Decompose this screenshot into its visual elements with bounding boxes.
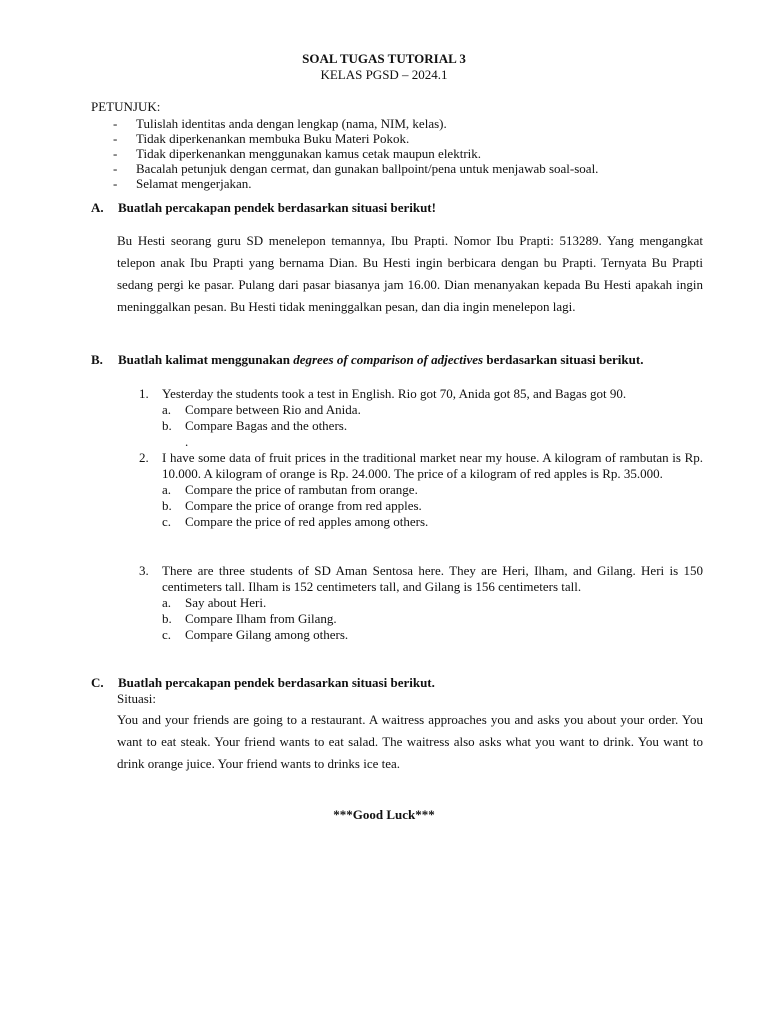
sub-text: Compare Bagas and the others.	[185, 418, 348, 433]
section-a-paragraph: Bu Hesti seorang guru SD menelepon temannya, Ibu Prapti. Nomor Ibu Prapti: 513289. Yang mengangkat telepon anak Ibu Prapti yang bernama Dian. Bu Hesti ingin berbicara dengan bu Prapti. Ternyata Bu Prapti sedang pergi ke pasar. Pulang dari pasar biasanya jam 16.00. Dian menanyakan kepada Bu Hesti apakah ingin meninggalkan pesan. Bu Hesti tidak meninggalkan pesan, dan dia ingin menelepon lagi.	[117, 233, 703, 314]
section-c-paragraph: You and your friends are going to a restaurant. A waitress approaches you and asks you about your order. You want to eat steak. Your friend wants to eat salad. The waitress also asks what you want to drink. You want to drink orange juice. Your friend wants to drinks ice tea.	[117, 712, 703, 771]
section-letter: B.	[91, 352, 103, 367]
page-title: SOAL TUGAS TUTORIAL 3	[302, 51, 466, 66]
sub-question	[162, 418, 703, 434]
section-c-heading	[91, 675, 435, 691]
bullet-dash: -	[113, 161, 118, 176]
section-a-heading	[91, 200, 436, 216]
question-item	[139, 563, 703, 643]
heading-part: berdasarkan situasi berikut.	[483, 352, 644, 367]
section-heading-text	[118, 352, 703, 368]
sub-letter: c.	[162, 627, 172, 642]
petunjuk-item	[91, 161, 711, 176]
trailing-dot: .	[185, 434, 189, 449]
good-luck-footer: ***Good Luck***	[333, 807, 435, 822]
sub-text: Compare Gilang among others.	[185, 627, 349, 642]
sub-text: Compare Ilham from Gilang.	[185, 611, 337, 626]
sub-text: Compare the price of red apples among others.	[185, 514, 429, 529]
question-body	[162, 450, 703, 530]
sub-question	[162, 514, 703, 530]
trailing-mark	[162, 434, 703, 450]
heading-italic-part: degrees of comparison of adjectives	[293, 352, 484, 367]
petunjuk-list	[91, 116, 711, 191]
petunjuk-label: PETUNJUK:	[91, 99, 161, 114]
bullet-dash: -	[113, 176, 118, 191]
bullet-dash: -	[113, 146, 118, 161]
petunjuk-item-text: Selamat mengerjakan.	[136, 176, 252, 191]
sub-question	[162, 627, 703, 643]
heading-part: Buatlah kalimat menggunakan	[118, 352, 294, 367]
question-text: There are three students of SD Aman Sentosa here. They are Heri, Ilham, and Gilang. Heri is 150 centimeters tall. Ilham is 152 centimeters tall, and Gilang is 156 centimeters tall.	[162, 563, 703, 594]
sub-letter: a.	[162, 482, 172, 497]
sub-text: Compare the price of rambutan from orange.	[185, 482, 418, 497]
situasi-label: Situasi:	[117, 691, 157, 706]
question-number: 2.	[139, 450, 149, 465]
spacer	[162, 434, 185, 450]
sub-text: Say about Heri.	[185, 595, 267, 610]
sub-letter: a.	[162, 402, 172, 417]
question-number: 1.	[139, 386, 149, 401]
sub-text: Compare the price of orange from red apples.	[185, 498, 422, 513]
question-item	[139, 450, 703, 530]
sub-letter: c.	[162, 514, 172, 529]
petunjuk-item-text: Tulislah identitas anda dengan lengkap (nama, NIM, kelas).	[136, 116, 447, 131]
sub-letter: b.	[162, 611, 172, 626]
question-text: I have some data of fruit prices in the traditional market near my house. A kilogram of rambutan is Rp. 10.000. A kilogram of orange is Rp. 24.000. The price of a kilogram of red apples is Rp. 35.000.	[162, 450, 703, 481]
section-b-heading	[91, 352, 703, 368]
section-letter: A.	[91, 200, 104, 215]
section-heading-text: Buatlah percakapan pendek berdasarkan situasi berikut.	[118, 675, 435, 690]
sub-question	[162, 498, 703, 514]
page-subtitle: KELAS PGSD – 2024.1	[320, 67, 448, 82]
petunjuk-item-text: Bacalah petunjuk dengan cermat, dan gunakan ballpoint/pena untuk menjawab soal-soal.	[136, 161, 599, 176]
section-letter: C.	[91, 675, 104, 690]
sub-letter: b.	[162, 498, 172, 513]
sub-text: Compare between Rio and Anida.	[185, 402, 361, 417]
bullet-dash: -	[113, 116, 118, 131]
sub-letter: b.	[162, 418, 172, 433]
sub-letter: a.	[162, 595, 172, 610]
sub-question	[162, 595, 703, 611]
petunjuk-item	[91, 116, 711, 131]
petunjuk-item-text: Tidak diperkenankan menggunakan kamus cetak maupun elektrik.	[136, 146, 482, 161]
sub-question	[162, 402, 703, 418]
question-body	[162, 563, 703, 643]
section-heading-text: Buatlah percakapan pendek berdasarkan situasi berikut!	[118, 200, 436, 215]
question-body	[162, 386, 703, 450]
question-number: 3.	[139, 563, 149, 578]
question-item	[139, 386, 703, 450]
question-text: Yesterday the students took a test in English. Rio got 70, Anida got 85, and Bagas got 90.	[162, 386, 627, 401]
bullet-dash: -	[113, 131, 118, 146]
petunjuk-item-text: Tidak diperkenankan membuka Buku Materi Pokok.	[136, 131, 410, 146]
sub-question	[162, 482, 703, 498]
petunjuk-item	[91, 146, 711, 161]
sub-question	[162, 611, 703, 627]
petunjuk-item	[91, 176, 711, 191]
petunjuk-item	[91, 131, 711, 146]
